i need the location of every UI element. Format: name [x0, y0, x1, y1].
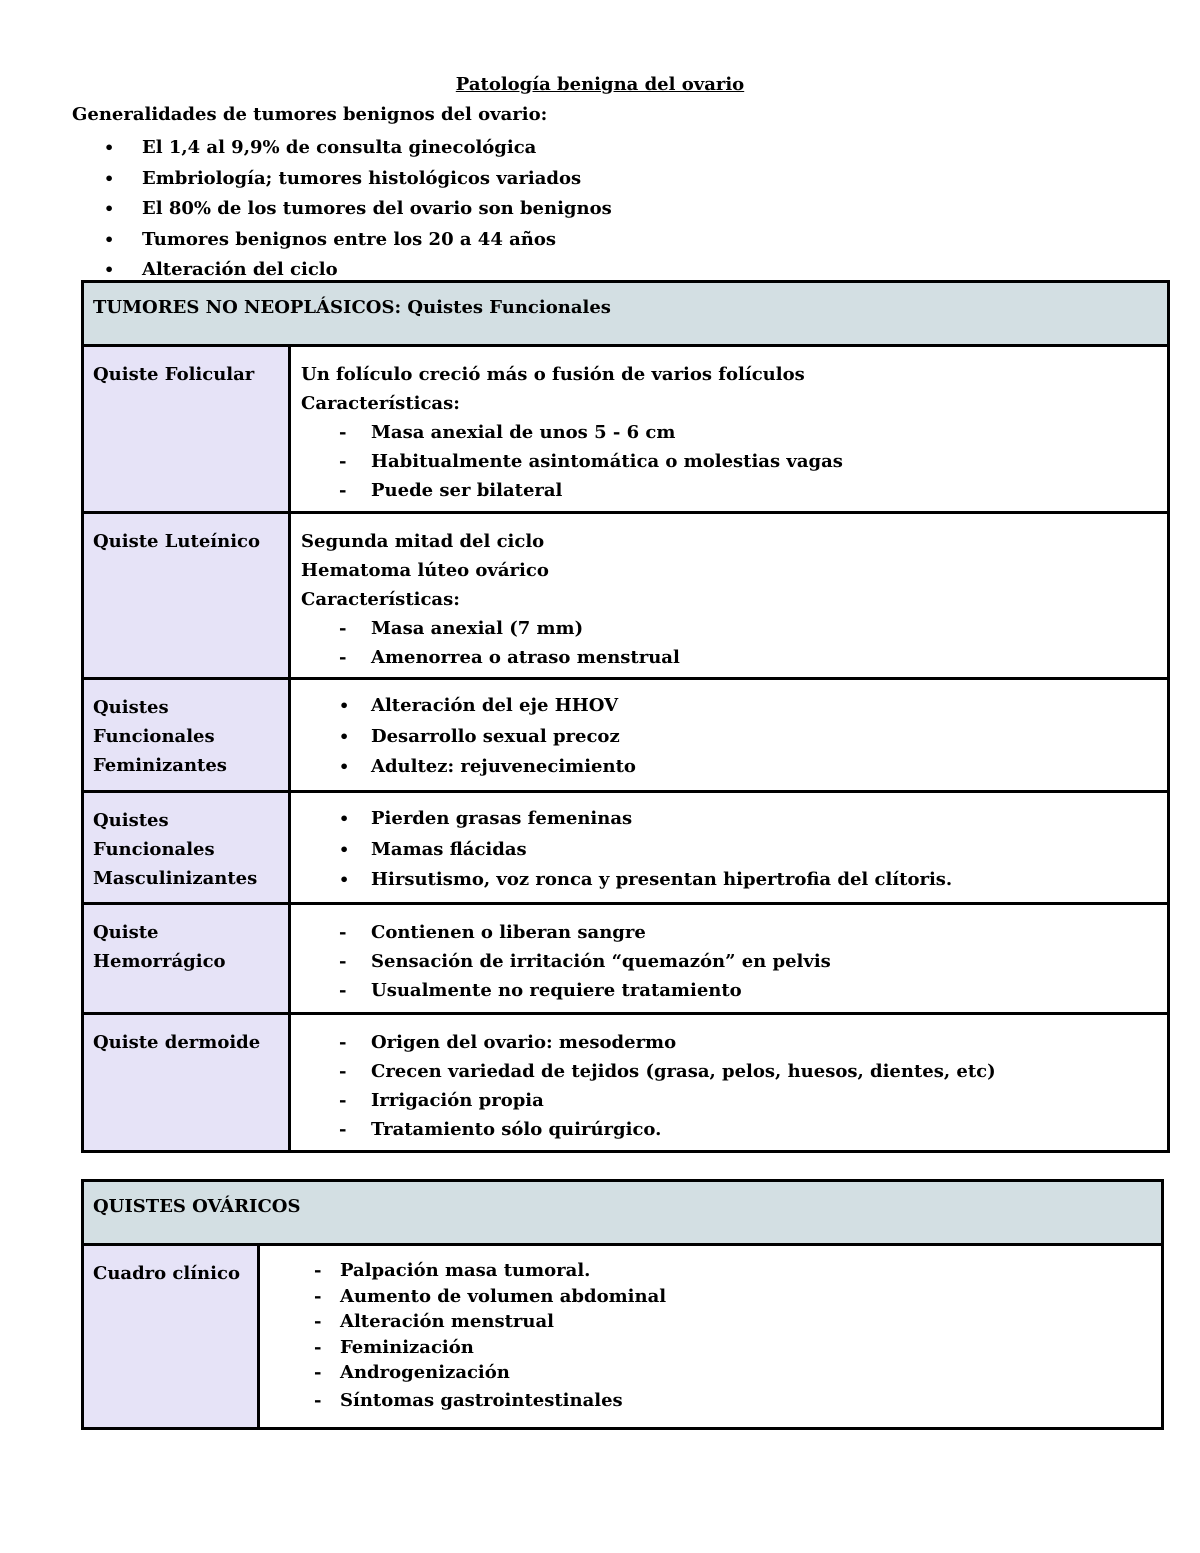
list-item: - Androgenización [270, 1360, 1151, 1386]
row-label: Quistes Funcionales Masculinizantes [83, 792, 290, 904]
intro-bullet: • Alteración del ciclo [72, 255, 612, 286]
content-line: Hematoma lúteo ovárico [301, 560, 549, 581]
list-item: - Usualmente no requiere tratamiento [301, 976, 1157, 1005]
list-item: - Aumento de volumen abdominal [270, 1284, 1151, 1310]
list-item: - Sensación de irritación “quemazón” en pelvis [301, 947, 1157, 976]
intro-bullet: • El 1,4 al 9,9% de consulta ginecológica [72, 133, 612, 164]
dash-list [301, 418, 1157, 505]
content-line: Características: [301, 393, 460, 414]
intro-bullet: • Tumores benignos entre los 20 a 44 años [72, 225, 612, 256]
document-title: Patología benigna del ovario [455, 74, 745, 95]
row-content [290, 1014, 1169, 1152]
table-row [83, 792, 1169, 904]
list-item: - Contienen o liberan sangre [301, 918, 1157, 947]
table-row [83, 1245, 1163, 1429]
row-label: Quiste dermoide [83, 1014, 290, 1152]
intro-bullet: • Embriología; tumores histológicos variados [72, 164, 612, 195]
table-row [83, 1014, 1169, 1152]
bullet-list [301, 804, 1157, 896]
row-label: Quiste Hemorrágico [83, 904, 290, 1014]
row-label: Quiste Folicular [83, 346, 290, 513]
row-label: Quiste Luteínico [83, 513, 290, 679]
table-header: TUMORES NO NEOPLÁSICOS: Quistes Funcionales [83, 282, 1169, 346]
dash-list [301, 1028, 1157, 1144]
row-content [259, 1245, 1163, 1429]
list-item: - Feminización [270, 1335, 1151, 1361]
table-row [83, 346, 1169, 513]
functional-cysts-table [81, 280, 1170, 1153]
intro-bullet-list [72, 133, 612, 286]
list-item: - Masa anexial (7 mm) [301, 614, 1157, 643]
row-label: Quistes Funcionales Feminizantes [83, 679, 290, 792]
intro-bullet: • El 80% de los tumores del ovario son benignos [72, 194, 612, 225]
row-content [290, 513, 1169, 679]
row-content [290, 904, 1169, 1014]
dash-list [301, 918, 1157, 1005]
row-content [290, 346, 1169, 513]
content-line: Características: [301, 589, 460, 610]
dash-list [301, 614, 1157, 672]
row-label: Cuadro clínico [83, 1245, 259, 1429]
list-item: - Irrigación propia [301, 1086, 1157, 1115]
list-item: • Mamas flácidas [301, 835, 1157, 866]
list-item: - Masa anexial de unos 5 - 6 cm [301, 418, 1157, 447]
table-row [83, 513, 1169, 679]
table-row [83, 904, 1169, 1014]
list-item: - Alteración menstrual [270, 1309, 1151, 1335]
document-subtitle: Generalidades de tumores benignos del ovario: [72, 104, 548, 125]
table-row [83, 679, 1169, 792]
list-item: • Adultez: rejuvenecimiento [301, 752, 1157, 783]
list-item: - Crecen variedad de tejidos (grasa, pelos, huesos, dientes, etc) [301, 1057, 1157, 1086]
list-item: - Origen del ovario: mesodermo [301, 1028, 1157, 1057]
row-content [290, 679, 1169, 792]
list-item: - Tratamiento sólo quirúrgico. [301, 1115, 1157, 1144]
ovarian-cysts-table [81, 1179, 1164, 1430]
content-line: Un folículo creció más o fusión de varios folículos [301, 364, 805, 385]
list-item: • Alteración del eje HHOV [301, 691, 1157, 722]
list-item: • Pierden grasas femeninas [301, 804, 1157, 835]
table-header: QUISTES OVÁRICOS [83, 1181, 1163, 1245]
bullet-list [301, 691, 1157, 783]
dash-list [270, 1258, 1151, 1416]
list-item: - Amenorrea o atraso menstrual [301, 643, 1157, 672]
list-item: - Síntomas gastrointestinales [270, 1386, 1151, 1416]
row-content [290, 792, 1169, 904]
list-item: • Desarrollo sexual precoz [301, 722, 1157, 753]
list-item: - Palpación masa tumoral. [270, 1258, 1151, 1284]
list-item: • Hirsutismo, voz ronca y presentan hipertrofia del clítoris. [301, 865, 1157, 896]
list-item: - Habitualmente asintomática o molestias vagas [301, 447, 1157, 476]
content-line: Segunda mitad del ciclo [301, 531, 545, 552]
list-item: - Puede ser bilateral [301, 476, 1157, 505]
